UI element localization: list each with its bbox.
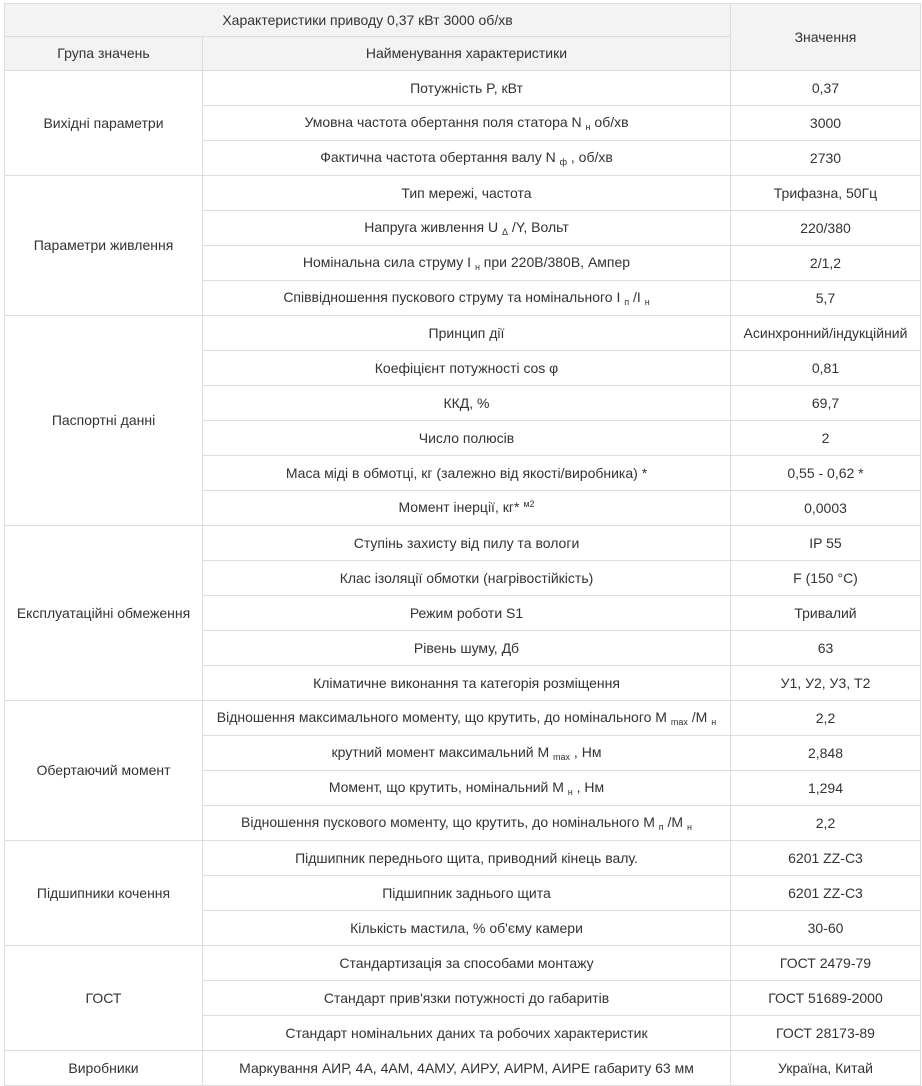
characteristic-name	[203, 841, 731, 876]
characteristic-value: 2,848	[731, 736, 921, 771]
characteristic-name	[203, 176, 731, 211]
characteristic-value: 63	[731, 631, 921, 666]
group-label: Підшипники кочення	[5, 841, 203, 946]
name-text: /Y, Вольт	[508, 218, 569, 235]
characteristic-name	[203, 421, 731, 456]
characteristic-value: 2,2	[731, 806, 921, 841]
name-subscript: Δ	[502, 226, 509, 237]
characteristic-value: 5,7	[731, 281, 921, 316]
name-text: Число полюсів	[418, 429, 515, 446]
name-subscript: н	[687, 821, 692, 832]
characteristic-name	[203, 106, 731, 141]
characteristic-name	[203, 316, 731, 351]
characteristic-value: Тривалий	[731, 596, 921, 631]
characteristic-name	[203, 666, 731, 701]
name-text: Умовна частота обертання поля статора N	[304, 113, 586, 130]
table-row	[5, 1051, 921, 1086]
group-label: Експлуатаційні обмеження	[5, 526, 203, 701]
group-label: Паспортні данні	[5, 316, 203, 526]
characteristic-name	[203, 596, 731, 631]
name-subscript: н	[474, 261, 480, 272]
characteristic-name	[203, 946, 731, 981]
characteristic-name	[203, 246, 731, 281]
characteristic-value: 6201 ZZ-C3	[731, 876, 921, 911]
name-text: Ступінь захисту від пилу та вологи	[353, 534, 580, 551]
table-title: Характеристики приводу 0,37 кВт 3000 об/хв	[5, 4, 731, 37]
group-label: Виробники	[5, 1051, 203, 1086]
characteristic-name	[203, 981, 731, 1016]
characteristic-value: 2730	[731, 141, 921, 176]
characteristic-name	[203, 1016, 731, 1051]
column-header-group: Група значень	[5, 37, 203, 71]
table-row	[5, 71, 921, 106]
name-subscript: max	[553, 751, 571, 762]
characteristic-name	[203, 211, 731, 246]
table-row	[5, 841, 921, 876]
name-text: Стандарт номінальних даних та робочих характеристик	[285, 1024, 648, 1041]
characteristic-value: Україна, Китай	[731, 1051, 921, 1086]
characteristic-name	[203, 911, 731, 946]
name-text: Стандарт прив'язки потужності до габаритів	[323, 989, 610, 1006]
characteristic-value: Асинхронний/індукційний	[731, 316, 921, 351]
name-text: , об/хв	[567, 148, 613, 165]
table-row	[5, 316, 921, 351]
name-text: Рівень шуму, Дб	[413, 639, 520, 656]
name-text: Коефіцієнт потужності cos φ	[374, 359, 559, 376]
name-superscript: м2	[523, 498, 535, 509]
characteristic-name	[203, 771, 731, 806]
characteristic-value: 2,2	[731, 701, 921, 736]
characteristic-value: 2/1,2	[731, 246, 921, 281]
characteristic-name	[203, 491, 731, 526]
group-label: Обертаючий момент	[5, 701, 203, 841]
characteristic-value: Трифазна, 50Гц	[731, 176, 921, 211]
name-subscript: н	[585, 121, 591, 132]
name-subscript: п	[658, 821, 664, 832]
characteristic-name	[203, 631, 731, 666]
characteristic-name	[203, 141, 731, 176]
name-text: Потужність P, кВт	[410, 79, 523, 96]
group-label: ГОСТ	[5, 946, 203, 1051]
characteristic-value: 2	[731, 421, 921, 456]
characteristic-value: 0,81	[731, 351, 921, 386]
characteristic-name	[203, 806, 731, 841]
name-text: /M	[663, 813, 687, 830]
characteristic-name	[203, 456, 731, 491]
characteristic-value: ГОСТ 51689-2000	[731, 981, 921, 1016]
name-text: Момент інерції, кг*	[398, 498, 524, 515]
name-text: при 220В/380В, Ампер	[479, 253, 631, 270]
table-row	[5, 176, 921, 211]
characteristic-value: 0,0003	[731, 491, 921, 526]
characteristic-name	[203, 736, 731, 771]
name-subscript: н	[644, 296, 650, 307]
characteristic-value: 0,55 - 0,62 *	[731, 456, 921, 491]
name-text: Маркування АИР, 4А, 4АМ, 4АМУ, АИРУ, АИРМ, АИРЕ габариту 63 мм	[239, 1059, 694, 1076]
characteristic-value: 3000	[731, 106, 921, 141]
characteristic-name	[203, 1051, 731, 1086]
name-text: Номінальна сила струму I	[302, 253, 475, 270]
name-text: Принцип дії	[428, 324, 505, 341]
characteristic-name	[203, 386, 731, 421]
column-header-value: Значення	[731, 4, 921, 71]
characteristic-value: 220/380	[731, 211, 921, 246]
characteristic-value: IP 55	[731, 526, 921, 561]
characteristic-name	[203, 351, 731, 386]
characteristic-name	[203, 561, 731, 596]
table-body	[5, 71, 921, 1086]
name-text: , Нм	[570, 743, 602, 760]
characteristic-name	[203, 876, 731, 911]
name-subscript: max	[670, 716, 688, 727]
characteristic-value: 1,294	[731, 771, 921, 806]
characteristic-value: 0,37	[731, 71, 921, 106]
name-subscript: н	[567, 786, 573, 797]
characteristic-name	[203, 526, 731, 561]
group-label: Параметри живлення	[5, 176, 203, 316]
characteristic-value: ГОСТ 28173-89	[731, 1016, 921, 1051]
name-text: Момент, що крутить, номінальний M	[328, 778, 568, 795]
characteristic-value: 6201 ZZ-C3	[731, 841, 921, 876]
name-text: Напруга живлення U	[364, 218, 503, 235]
name-text: Режим роботи S1	[409, 604, 524, 621]
table-row	[5, 946, 921, 981]
name-text: Відношення пускового моменту, що крутить, до номінального M	[241, 813, 659, 830]
column-header-name: Найменування характеристики	[203, 37, 731, 71]
table-header-row	[5, 4, 921, 37]
name-text: Співвідношення пускового струму та номінального I	[283, 288, 625, 305]
name-text: Маса міді в обмотці, кг (залежно від якості/виробника) *	[285, 464, 648, 481]
characteristic-value: 30-60	[731, 911, 921, 946]
name-text: Клас ізоляції обмотки (нагрівостійкість)	[339, 569, 594, 586]
name-text: Підшипник заднього щита	[382, 884, 551, 901]
motor-spec-table	[4, 3, 921, 1086]
name-text: /I	[629, 288, 645, 305]
name-text: Фактична частота обертання валу N	[320, 148, 560, 165]
characteristic-value: F (150 °C)	[731, 561, 921, 596]
name-text: Тип мережі, частота	[401, 184, 532, 201]
name-text: Стандартизація за способами монтажу	[339, 954, 594, 971]
name-text: , Нм	[572, 778, 605, 795]
characteristic-value: ГОСТ 2479-79	[731, 946, 921, 981]
table-row	[5, 526, 921, 561]
table-row	[5, 701, 921, 736]
name-text: ККД, %	[443, 394, 490, 411]
name-text: Кількість мастила, % об'єму камери	[350, 919, 583, 936]
name-subscript: н	[711, 716, 717, 727]
name-text: крутний момент максимальний M	[331, 743, 554, 760]
name-text: об/хв	[590, 113, 629, 130]
characteristic-name	[203, 281, 731, 316]
characteristic-name	[203, 701, 731, 736]
name-text: Підшипник переднього щита, приводний кінець валу.	[295, 849, 638, 866]
name-subscript: п	[624, 296, 630, 307]
characteristic-value: 69,7	[731, 386, 921, 421]
name-text: Відношення максимального моменту, що крутить, до номінального M	[216, 708, 671, 725]
characteristic-name	[203, 71, 731, 106]
name-text: /M	[687, 708, 712, 725]
name-text: Кліматичне виконання та категорія розміщення	[313, 674, 620, 691]
group-label: Вихідні параметри	[5, 71, 203, 176]
characteristic-value: У1, У2, У3, Т2	[731, 666, 921, 701]
name-subscript: ф	[559, 156, 567, 167]
